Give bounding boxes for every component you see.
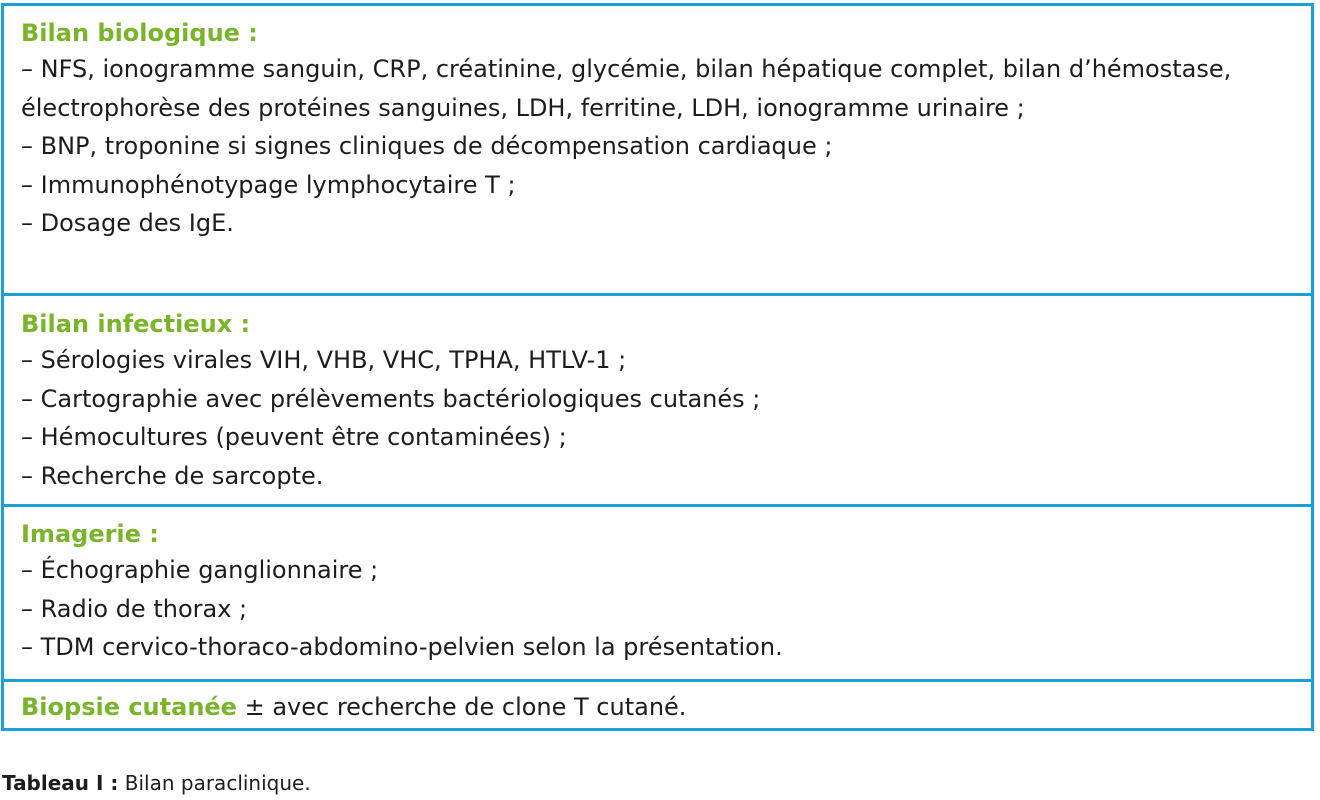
list-item: – Immunophénotypage lymphocytaire T ; bbox=[21, 170, 516, 199]
list-item: – BNP, troponine si signes cliniques de décompensation cardiaque ; bbox=[21, 132, 833, 160]
section-heading: Imagerie : bbox=[21, 520, 159, 548]
table-caption bbox=[2, 770, 311, 796]
list-item: – Radio de thorax ; bbox=[21, 594, 248, 623]
biopsie-text: ± avec recherche de clone T cutané. bbox=[236, 693, 687, 721]
section-imagerie bbox=[4, 507, 1311, 679]
list-item: – Échographie ganglionnaire ; bbox=[21, 556, 379, 584]
list-item: – Recherche de sarcopte. bbox=[21, 461, 324, 490]
section-bilan-infectieux bbox=[4, 296, 1311, 504]
exam-table bbox=[1, 3, 1314, 731]
list-item: – NFS, ionogramme sanguin, CRP, créatinine, glycémie, bilan hépatique complet, bilan d’hémostase, électrophorèse des protéines sanguines, LDH, ferritine, LDH, ionogramme urinaire ; bbox=[21, 55, 1232, 122]
section-heading: Bilan infectieux : bbox=[21, 310, 251, 338]
section-heading: Bilan biologique : bbox=[21, 19, 258, 47]
caption-text: Bilan paraclinique. bbox=[118, 771, 311, 795]
caption-label: Tableau I : bbox=[2, 771, 119, 795]
list-item: – Sérologies virales VIH, VHB, VHC, TPHA, HTLV-1 ; bbox=[21, 346, 627, 374]
list-item: – TDM cervico-thoraco-abdomino-pelvien selon la présentation. bbox=[21, 633, 783, 661]
section-bilan-biologique bbox=[4, 6, 1311, 293]
list-item: – Hémocultures (peuvent être contaminées) ; bbox=[21, 423, 567, 451]
section-biopsie bbox=[4, 682, 1311, 728]
list-item: – Cartographie avec prélèvements bactériologiques cutanés ; bbox=[21, 384, 761, 413]
section-heading: Biopsie cutanée bbox=[21, 693, 237, 721]
list-item: – Dosage des IgE. bbox=[21, 209, 234, 237]
biopsie-line bbox=[21, 692, 1301, 722]
